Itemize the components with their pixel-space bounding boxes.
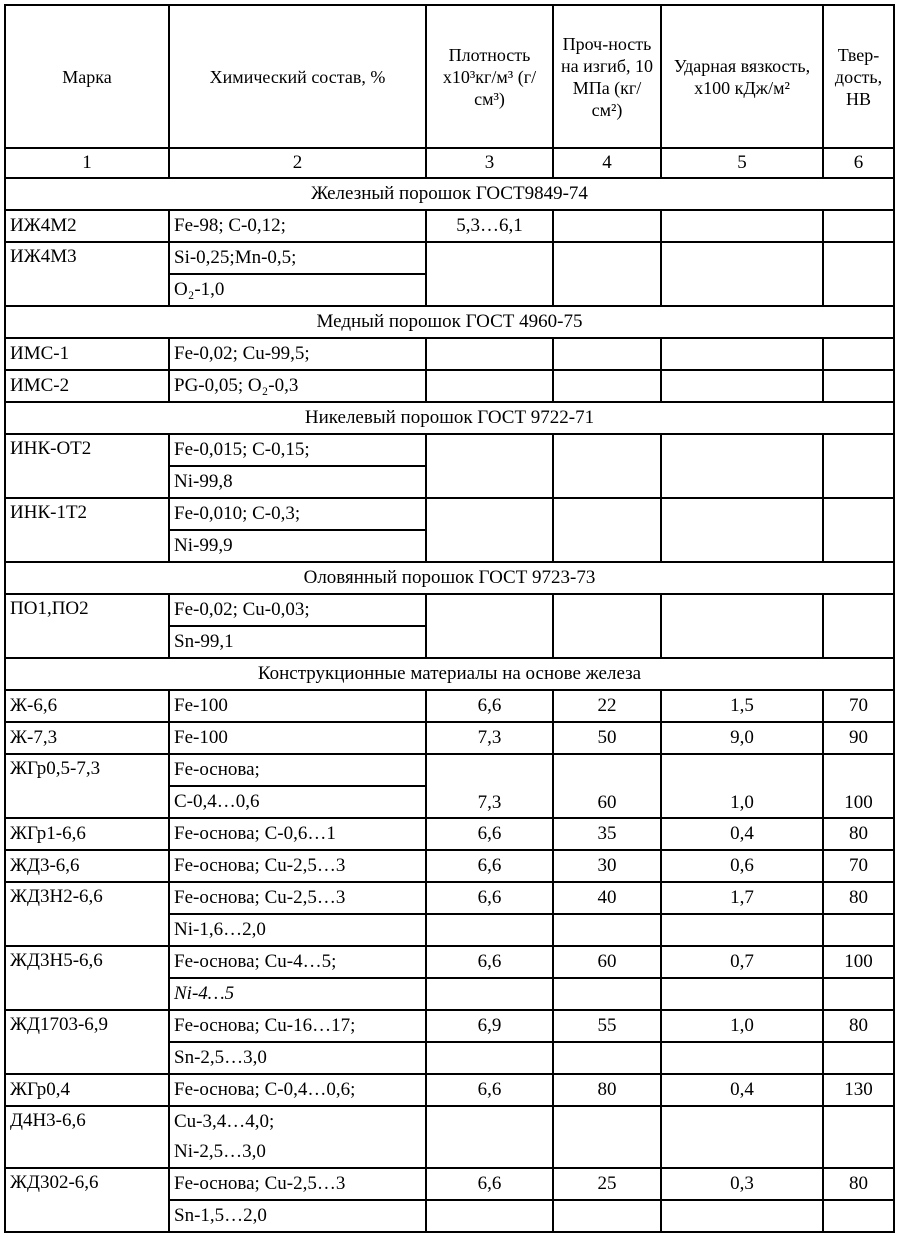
cell-composition: Fe-основа; Cu-2,5…3 xyxy=(169,850,426,882)
cell-strength: 60 xyxy=(553,754,661,818)
cell-hardness: 80 xyxy=(823,1010,894,1042)
cell-impact xyxy=(661,594,823,658)
header-strength: Проч-ность на изгиб, 10 МПа (кг/см²) xyxy=(553,5,661,148)
cell-composition: Fe-основа; C-0,4…0,6; xyxy=(169,1074,426,1106)
cell-composition: Fe-основа; Cu-2,5…3 xyxy=(169,1168,426,1200)
header-row xyxy=(5,5,894,148)
cell-density: 6,6 xyxy=(426,818,553,850)
cell-strength: 35 xyxy=(553,818,661,850)
col-number: 3 xyxy=(426,148,553,178)
section-title: Железный порошок ГОСТ9849-74 xyxy=(5,178,894,210)
section-row xyxy=(5,562,894,594)
table-row xyxy=(5,498,894,530)
cell-hardness xyxy=(823,978,894,1010)
cell-composition-cont: O₂-1,0 xyxy=(169,274,426,306)
cell-impact: 0,4 xyxy=(661,1074,823,1106)
cell-density xyxy=(426,370,553,402)
cell-mark: ЖД3-6,6 xyxy=(5,850,169,882)
cell-composition: Fe-основа; Cu-2,5…3 xyxy=(169,882,426,914)
cell-composition: Fe-98; C-0,12; xyxy=(169,210,426,242)
cell-strength xyxy=(553,242,661,306)
cell-composition: Fe-0,02; Cu-99,5; xyxy=(169,338,426,370)
cell-hardness xyxy=(823,1200,894,1232)
table-row xyxy=(5,818,894,850)
cell-impact: 0,7 xyxy=(661,946,823,978)
cell-hardness xyxy=(823,370,894,402)
cell-mark: ИМС-2 xyxy=(5,370,169,402)
cell-strength xyxy=(553,1042,661,1074)
cell-density xyxy=(426,594,553,658)
cell-density: 6,6 xyxy=(426,850,553,882)
section-row xyxy=(5,306,894,338)
cell-density xyxy=(426,434,553,498)
table-row xyxy=(5,242,894,274)
cell-impact xyxy=(661,498,823,562)
section-title: Никелевый порошок ГОСТ 9722-71 xyxy=(5,402,894,434)
cell-mark: Ж-7,3 xyxy=(5,722,169,754)
cell-composition: Fe-основа; Cu-4…5; xyxy=(169,946,426,978)
table-row xyxy=(5,850,894,882)
cell-density: 6,6 xyxy=(426,690,553,722)
cell-composition: Fe-100 xyxy=(169,690,426,722)
cell-hardness xyxy=(823,338,894,370)
cell-strength xyxy=(553,370,661,402)
cell-mark: ЖГр1-6,6 xyxy=(5,818,169,850)
cell-impact: 1,7 xyxy=(661,882,823,914)
cell-strength: 80 xyxy=(553,1074,661,1106)
cell-impact xyxy=(661,1200,823,1232)
cell-impact xyxy=(661,242,823,306)
cell-composition: Fe-0,02; Cu-0,03; xyxy=(169,594,426,626)
cell-mark: ЖД1703-6,9 xyxy=(5,1010,169,1074)
cell-hardness: 80 xyxy=(823,818,894,850)
cell-composition-cont: Sn-2,5…3,0 xyxy=(169,1042,426,1074)
cell-impact xyxy=(661,1042,823,1074)
cell-impact: 9,0 xyxy=(661,722,823,754)
cell-hardness: 80 xyxy=(823,882,894,914)
cell-impact: 0,3 xyxy=(661,1168,823,1200)
cell-hardness xyxy=(823,498,894,562)
cell-strength: 55 xyxy=(553,1010,661,1042)
cell-mark: ЖГр0,4 xyxy=(5,1074,169,1106)
cell-strength xyxy=(553,1200,661,1232)
cell-hardness xyxy=(823,434,894,498)
cell-composition: Fe-0,010; C-0,3; xyxy=(169,498,426,530)
cell-density: 5,3…6,1 xyxy=(426,210,553,242)
cell-composition-cont: Ni-1,6…2,0 xyxy=(169,914,426,946)
cell-density xyxy=(426,978,553,1010)
cell-hardness: 100 xyxy=(823,946,894,978)
section-title: Оловянный порошок ГОСТ 9723-73 xyxy=(5,562,894,594)
cell-impact: 0,6 xyxy=(661,850,823,882)
cell-density xyxy=(426,1200,553,1232)
cell-impact: 1,0 xyxy=(661,1010,823,1042)
table-row xyxy=(5,1010,894,1042)
cell-strength: 60 xyxy=(553,946,661,978)
cell-mark: ЖД3Н5-6,6 xyxy=(5,946,169,1010)
cell-strength xyxy=(553,338,661,370)
cell-impact xyxy=(661,370,823,402)
cell-hardness xyxy=(823,1042,894,1074)
cell-impact xyxy=(661,338,823,370)
cell-composition-cont: Ni-2,5…3,0 xyxy=(169,1137,426,1168)
cell-composition-cont: C-0,4…0,6 xyxy=(169,786,426,818)
header-composition: Химический состав, % xyxy=(169,5,426,148)
header-hardness: Твер-дость, HB xyxy=(823,5,894,148)
cell-density xyxy=(426,1106,553,1168)
cell-impact: 1,5 xyxy=(661,690,823,722)
section-row xyxy=(5,178,894,210)
cell-density xyxy=(426,338,553,370)
powder-materials-table xyxy=(4,4,895,1233)
cell-strength: 22 xyxy=(553,690,661,722)
cell-composition: Si-0,25;Mn-0,5; xyxy=(169,242,426,274)
cell-impact: 0,4 xyxy=(661,818,823,850)
cell-density: 6,9 xyxy=(426,1010,553,1042)
cell-composition-cont: Ni-99,9 xyxy=(169,530,426,562)
cell-density: 6,6 xyxy=(426,1074,553,1106)
table-row xyxy=(5,594,894,626)
header-impact: Ударная вязкость, x100 кДж/м² xyxy=(661,5,823,148)
header-mark: Марка xyxy=(5,5,169,148)
cell-hardness: 70 xyxy=(823,850,894,882)
cell-mark: ЖГр0,5-7,3 xyxy=(5,754,169,818)
cell-impact xyxy=(661,434,823,498)
cell-hardness: 130 xyxy=(823,1074,894,1106)
cell-density: 7,3 xyxy=(426,722,553,754)
cell-impact: 1,0 xyxy=(661,754,823,818)
cell-mark: Ж-6,6 xyxy=(5,690,169,722)
table-row xyxy=(5,370,894,402)
cell-hardness: 80 xyxy=(823,1168,894,1200)
table-row xyxy=(5,754,894,786)
cell-hardness: 70 xyxy=(823,690,894,722)
section-row xyxy=(5,658,894,690)
cell-hardness xyxy=(823,242,894,306)
section-title: Медный порошок ГОСТ 4960-75 xyxy=(5,306,894,338)
cell-mark: ИМС-1 xyxy=(5,338,169,370)
cell-mark: ИНК-ОТ2 xyxy=(5,434,169,498)
column-numbers-row xyxy=(5,148,894,178)
cell-strength xyxy=(553,1106,661,1168)
cell-density xyxy=(426,1042,553,1074)
col-number: 6 xyxy=(823,148,894,178)
cell-strength xyxy=(553,210,661,242)
cell-density: 7,3 xyxy=(426,754,553,818)
table-row xyxy=(5,434,894,466)
cell-density: 6,6 xyxy=(426,946,553,978)
section-row xyxy=(5,402,894,434)
cell-hardness xyxy=(823,914,894,946)
table-row xyxy=(5,210,894,242)
cell-composition: Fe-основа; xyxy=(169,754,426,786)
cell-density xyxy=(426,498,553,562)
cell-impact xyxy=(661,210,823,242)
cell-strength: 50 xyxy=(553,722,661,754)
cell-mark: ИЖ4М3 xyxy=(5,242,169,306)
table-row xyxy=(5,1074,894,1106)
cell-composition: PG-0,05; O₂-0,3 xyxy=(169,370,426,402)
cell-composition: Fe-основа; C-0,6…1 xyxy=(169,818,426,850)
cell-impact xyxy=(661,914,823,946)
table-row xyxy=(5,690,894,722)
col-number: 5 xyxy=(661,148,823,178)
cell-composition: Fe-основа; Cu-16…17; xyxy=(169,1010,426,1042)
cell-composition-cont: Ni-99,8 xyxy=(169,466,426,498)
cell-mark: Д4Н3-6,6 xyxy=(5,1106,169,1168)
cell-strength: 40 xyxy=(553,882,661,914)
cell-density xyxy=(426,914,553,946)
cell-strength: 25 xyxy=(553,1168,661,1200)
cell-strength xyxy=(553,434,661,498)
cell-strength xyxy=(553,914,661,946)
table-row xyxy=(5,1168,894,1200)
cell-mark: ЖД302-6,6 xyxy=(5,1168,169,1232)
cell-composition: Fe-100 xyxy=(169,722,426,754)
cell-strength xyxy=(553,978,661,1010)
cell-impact xyxy=(661,978,823,1010)
col-number: 2 xyxy=(169,148,426,178)
table-row xyxy=(5,946,894,978)
cell-strength: 30 xyxy=(553,850,661,882)
cell-density: 6,6 xyxy=(426,882,553,914)
cell-mark: ИЖ4М2 xyxy=(5,210,169,242)
cell-hardness xyxy=(823,1106,894,1168)
cell-composition-cont: Sn-1,5…2,0 xyxy=(169,1200,426,1232)
col-number: 4 xyxy=(553,148,661,178)
cell-hardness: 100 xyxy=(823,754,894,818)
cell-strength xyxy=(553,498,661,562)
cell-hardness xyxy=(823,210,894,242)
cell-mark: ЖД3Н2-6,6 xyxy=(5,882,169,946)
cell-composition: Fe-0,015; C-0,15; xyxy=(169,434,426,466)
table-row xyxy=(5,1106,894,1137)
cell-density xyxy=(426,242,553,306)
table-row xyxy=(5,338,894,370)
cell-composition-cont: Sn-99,1 xyxy=(169,626,426,658)
table-row xyxy=(5,882,894,914)
section-title: Конструкционные материалы на основе железа xyxy=(5,658,894,690)
cell-density: 6,6 xyxy=(426,1168,553,1200)
cell-hardness: 90 xyxy=(823,722,894,754)
cell-composition-cont: Ni-4…5 xyxy=(169,978,426,1010)
header-density: Плотность x10³кг/м³ (г/см³) xyxy=(426,5,553,148)
cell-impact xyxy=(661,1106,823,1168)
cell-strength xyxy=(553,594,661,658)
cell-mark: ПО1,ПО2 xyxy=(5,594,169,658)
col-number: 1 xyxy=(5,148,169,178)
cell-hardness xyxy=(823,594,894,658)
cell-mark: ИНК-1Т2 xyxy=(5,498,169,562)
cell-composition: Cu-3,4…4,0; xyxy=(169,1106,426,1137)
table-row xyxy=(5,722,894,754)
